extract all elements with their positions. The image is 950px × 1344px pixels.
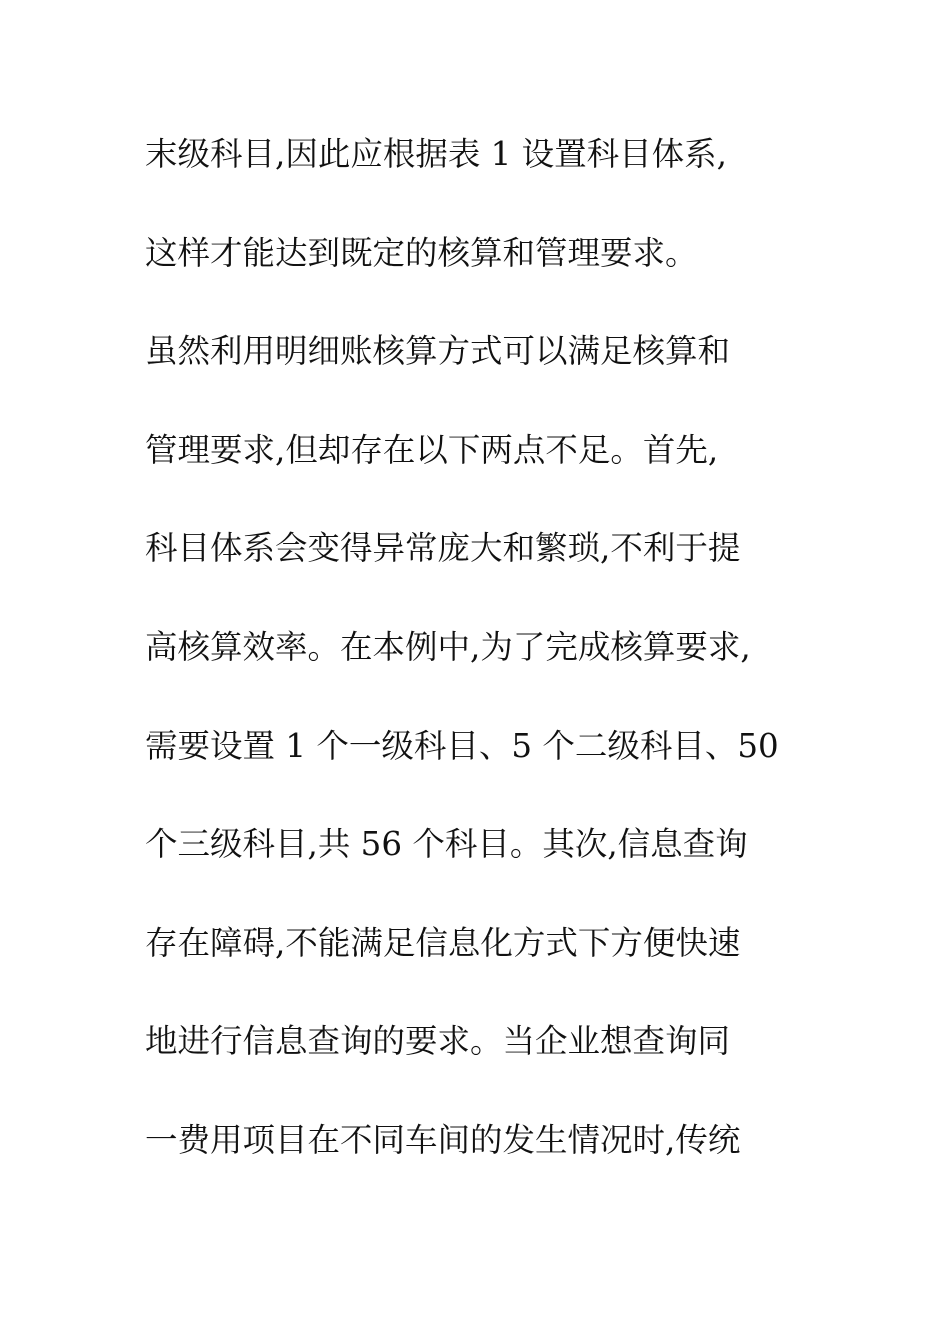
- text-line: 高核算效率。在本例中,为了完成核算要求,: [145, 627, 751, 666]
- text-line: 末级科目,因此应根据表 1 设置科目体系,: [145, 135, 728, 173]
- body-text: [145, 126, 825, 1211]
- text-line: 需要设置 1 个一级科目、5 个二级科目、50: [145, 726, 779, 765]
- text-line: 地进行信息查询的要求。当企业想查询同: [145, 1022, 731, 1061]
- text-line: 存在障碍,不能满足信息化方式下方便快速: [145, 923, 741, 962]
- text-line: 一费用项目在不同车间的发生情况时,传统: [145, 1120, 741, 1159]
- text-line: 管理要求,但却存在以下两点不足。首先,: [145, 430, 719, 469]
- text-line: 这样才能达到既定的核算和管理要求。: [145, 233, 698, 272]
- text-line: 科目体系会变得异常庞大和繁琐,不利于提: [145, 529, 741, 568]
- text-line: 虽然利用明细账核算方式可以满足核算和: [145, 332, 731, 371]
- text-line: 个三级科目,共 56 个科目。其次,信息查询: [145, 825, 748, 864]
